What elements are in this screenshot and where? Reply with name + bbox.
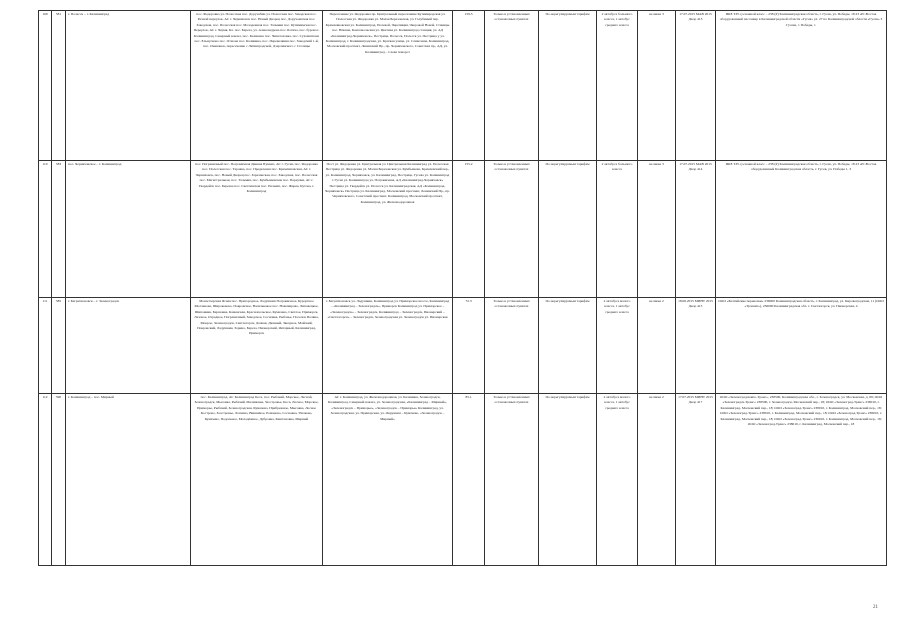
- path-backward-cell: г. Багратионовск ул. Ладушкин, Калининград ул. Приморское шоссе, Калининград – «Калининград – Зеленоградск», Приморск Калининград ул. Приморское – «Зеленоградск» – Зеленоградск, Калининград – Зеленоградск, Пионерский – «Светлогорск» – Зеленоградск, Зеленоградская ул. Зеленоградск ул. Пионерская: [323, 298, 453, 394]
- carrier-info-cell: ИКЕ Т.Н. (основной класс – 238 (Р) Калининградская область, г. Гусев, ул. Победы, 18 23 АУ-Восток оборудованный пассажир в Калининградской области «Гусев» ул. 27 по Калининградской области «Гусев» 3 Гусева, 1 Победы, 1: [716, 11, 887, 161]
- start-date-cell: 17.07.2015 МАВ 2015 Двор 414: [676, 161, 716, 298]
- stop-order-cell: Только в установленных остановочных пунктах: [485, 298, 539, 394]
- eco-class-cell: не ниже 2: [638, 394, 676, 566]
- route-type-cell: По нерегулируемым тарифам: [539, 161, 597, 298]
- stop-order-cell: Только в установленных остановочных пунктах: [485, 394, 539, 566]
- route-type-cell: По нерегулируемым тарифам: [539, 298, 597, 394]
- row-number-cell: 111: [39, 298, 52, 394]
- start-date-cell: 17.07.2015 МАВ 2015 Двор 413: [676, 11, 716, 161]
- path-forward-cell: Монастырская Ясная пос. Пригородное, Ладушкин Пограничное, Курортное Молчанова, Ширококово, Покровское, Васильковое пос. Новомирово, Липовецкое, Шиповник, Бершовка, Каменская, Краснопольское, Кумачево, Светлое, Приморск, Лазовое, Отрадное, Пограничный, Заводское, Сосновка, Рыбачье, Поселок Поляна, Мокрое, Зеленоградск, Светлогорск, Дачная, Дюнный, Звездное, Майский, Покровский, Ладушкин, Зорино, Береза, Пионерский, Янтарный, Калининград, Приморск: [191, 298, 323, 394]
- stop-order-cell: Только в установленных остановочных пунктах: [485, 161, 539, 298]
- eco-class-cell: не ниже 3: [638, 161, 676, 298]
- route-registry-table: [38, 10, 887, 566]
- page-number: 21: [873, 605, 878, 610]
- path-forward-cell: пос. Федоровка ул. Полесская пос. Доручабин ул. Полесская пос. Заводская пос. Речной переулок, АС г. Черняховск пос. Новый Дворец пос. Доручаевская пос. Заводская, пос. Полесская пос. Молодежная пос. Тальмии пос. Кутимимски пос. Переулок, АС г. Чермя, Кл. пос. Береза, ул. Александрова пос. Ботича, пос. бурова г. Калининград, Северный вокзал, пос. Калинена пос. Чинатоловка, пос. Сухомятвона пос. Ельнусково пос. Отмона пос. Калинина, пос. Перевеляния пос. Заводский 1-й, пос. Очинанов, пересечение с Литинградской, Дзерлинского с Столицы: [191, 11, 323, 161]
- route-length-cell: 85.1: [453, 394, 485, 566]
- table-row: [39, 11, 887, 161]
- path-backward-cell: Пост ул. Федоровка ул. Центральная ул. Центральная Калининград ул. Полесская Пестрица ул. Федоровка ул. Малая Березовская ул. Кумбышева, Кремлевский пер., ул. Калининград, Черняховск, ул. Калининград, Пестрица, Гусева ул. Калининград г. Гусев ул. Калининград ул. Пограничная, АД «Калининград-Черняховск» Пестрица ул. Гвардейск ул. Полесск ул. Калининградская, АД «Калининград-Черняховск» Пестрица ул. Калининград, Московский проспект, Ленинский Пр., пр. Черняховского, Советский проспект, Калининград, Московский проспект, Калининград, ул. Железнодорожная: [323, 161, 453, 298]
- vehicle-class-cell: 2 автобуса большого класса, 1 автобус среднего класса: [597, 11, 638, 161]
- route-name-cell: г. Багратионовск – г. Зеленоградск: [66, 298, 191, 394]
- table-row: [39, 161, 887, 298]
- path-backward-cell: АС г. Калининград, ул. Железнодорожная, ул. Калинина, Зеленоградск, Калининград, Северный вокзал, ул. Зеленоградская, «Калининград – Мирный», «Зеленоградск – Приморье», «Зеленоградск – Приморье» Калининград, ул. Зеленоградская, ул. Приморская, ул. Окружная – Кумачево, «Зеленоградск – Мирный»: [323, 394, 453, 566]
- table-row: [39, 298, 887, 394]
- route-name-cell: г. Полесск – г. Калининград: [66, 11, 191, 161]
- path-backward-cell: Пересечение ул. Федоровка пр. Центральный пересечение Кутимиродская ул. Полесская ул. Федоровка ул. Малая Березовская, ул. Голубиный пер. Кремлевковская ул. Калининград, Полевой, Черепиция, Чкоровой Новой, Станицы пос. Южная, Комсомольская ул. Цветная ул. Калининград станция, ул. АД «Калининград-Черняховск», Пестрица, Полесск, Полесск ул. Пестрица у ул. Калининград, г. Калининградская, ул. Краткая улица, ул. Сливочная, Калининград, Московский проспект, Ленинский Пр., пр. Черняховского, Советская пр., АД, ул. Калининград – Слева поворот: [323, 11, 453, 161]
- route-type-cell: По нерегулируемым тарифам: [539, 11, 597, 161]
- row-number-cell: 110: [39, 161, 52, 298]
- path-forward-cell: пос. Калининград, АС Калининград Коса, пос. Рыбачий, Морское, Лесной, Зеленоградск, Мысовка, Рыбачий, Малиновка, Заостровье, Коса, Лесное, Морское, Приморье, Рыбачий, Зеленоградская, Кумачево, Прибрежное, Мысовка, Лесное Кострово, Заостровье, Логвино, Вишнёвое, Романово, Сосновка, Ушаково, Кумачево, Подольное, Молодёжное, Дубровка, Каштановка, Мирный: [191, 394, 323, 566]
- route-length-cell: 155.2: [453, 161, 485, 298]
- registration-number-cell: 585: [52, 298, 66, 394]
- eco-class-cell: не ниже 3: [638, 11, 676, 161]
- table-row: [39, 394, 887, 566]
- route-name-cell: г. Калининград – пос. Мирный: [66, 394, 191, 566]
- registration-number-cell: 590: [52, 394, 66, 566]
- eco-class-cell: не ниже 2: [638, 298, 676, 394]
- route-type-cell: По нерегулируемым тарифам: [539, 394, 597, 566]
- vehicle-class-cell: 2 автобуса большого класса: [597, 161, 638, 298]
- route-length-cell: 72.3: [453, 298, 485, 394]
- stop-order-cell: Только в установленных остановочных пунктах: [485, 11, 539, 161]
- start-date-cell: 17.07.2015 МИНТ 2015 Двор 417: [676, 394, 716, 566]
- path-forward-cell: пос. Пограничный пос. Пограничная Дивная Пуннис, АС г. Гусев, пос. Федоровка пос. Полесская пос. Таровка, пос. Пределеная пос. Кремлиновская, АС г. Черняховск, пос. Новый Дворец пос. Заречанская, пос. Заводская, пос. Полесская пос. Магистральная, пос. Тальмия, пос. Кумбышевская пос. Переулки, АС г. Гвардейск пос. Березка пос. Светлинская пос. Пальиш, пос. Жарен, Кутова, г. Калининград: [191, 161, 323, 298]
- carrier-info-cell: ИКЕ Т.Н. (основной класс – 238 (Р) Калининградская область, г. Гусев, ул. Победы, 18 23 АУ-Восток оборудованный Калининградская область, г. Гусев, ул. Победы 1, 3: [716, 161, 887, 298]
- row-number-cell: 109: [39, 11, 52, 161]
- carrier-info-cell: ООО «Зеленоградскавто-Транс», 238500, Калининградская обл., г. Зеленоградск, ул. Московская, д. 69; ООО «Зеленоградск-Транс» 238500, г. Зеленоградск, Московский пер., 18; ООО «Зеленоград-Транс» 236010, г. Калининград, Московский пер., 18; ООО «Зеленоград-Транс» 238010, г. Калининград, Московский пер., 18; ООО «Зеленоград-Транс» 238010, г. Калининград, Московский пер., 18; ООО «Зеленоград-Транс» 238010, г. Калининград, Московский пер., 18; ООО «Зеленоград-Транс» 236010, г. Калининград, Московский пер., 18; ООО «Зеленоград-Транс» 238010, г. Калининград, Московский пер., 18: [716, 394, 887, 566]
- route-length-cell: 159.5: [453, 11, 485, 161]
- route-name-cell: пос. Черняховское – г. Калининград: [66, 161, 191, 298]
- registry-sheet: [38, 10, 886, 609]
- registration-number-cell: 581: [52, 11, 66, 161]
- row-number-cell: 112: [39, 394, 52, 566]
- registration-number-cell: 583: [52, 161, 66, 298]
- carrier-info-cell: ООО «Балтийские перевозки» 236000 Калининградская область, г. Калининград, ул. Кировоградская, 11 (ООО «Транзит»), 236000 Калининградская обл. г. Светлогорск, ул. Пионерская, 4: [716, 298, 887, 394]
- vehicle-class-cell: 2 автобуса малого класса, 1 автобус среднего класса: [597, 298, 638, 394]
- table-body: [39, 11, 887, 566]
- start-date-cell: 18.06.2015 МИНТ 2015 Двор 415: [676, 298, 716, 394]
- vehicle-class-cell: 2 автобуса малого класса, 1 автобус среднего класса: [597, 394, 638, 566]
